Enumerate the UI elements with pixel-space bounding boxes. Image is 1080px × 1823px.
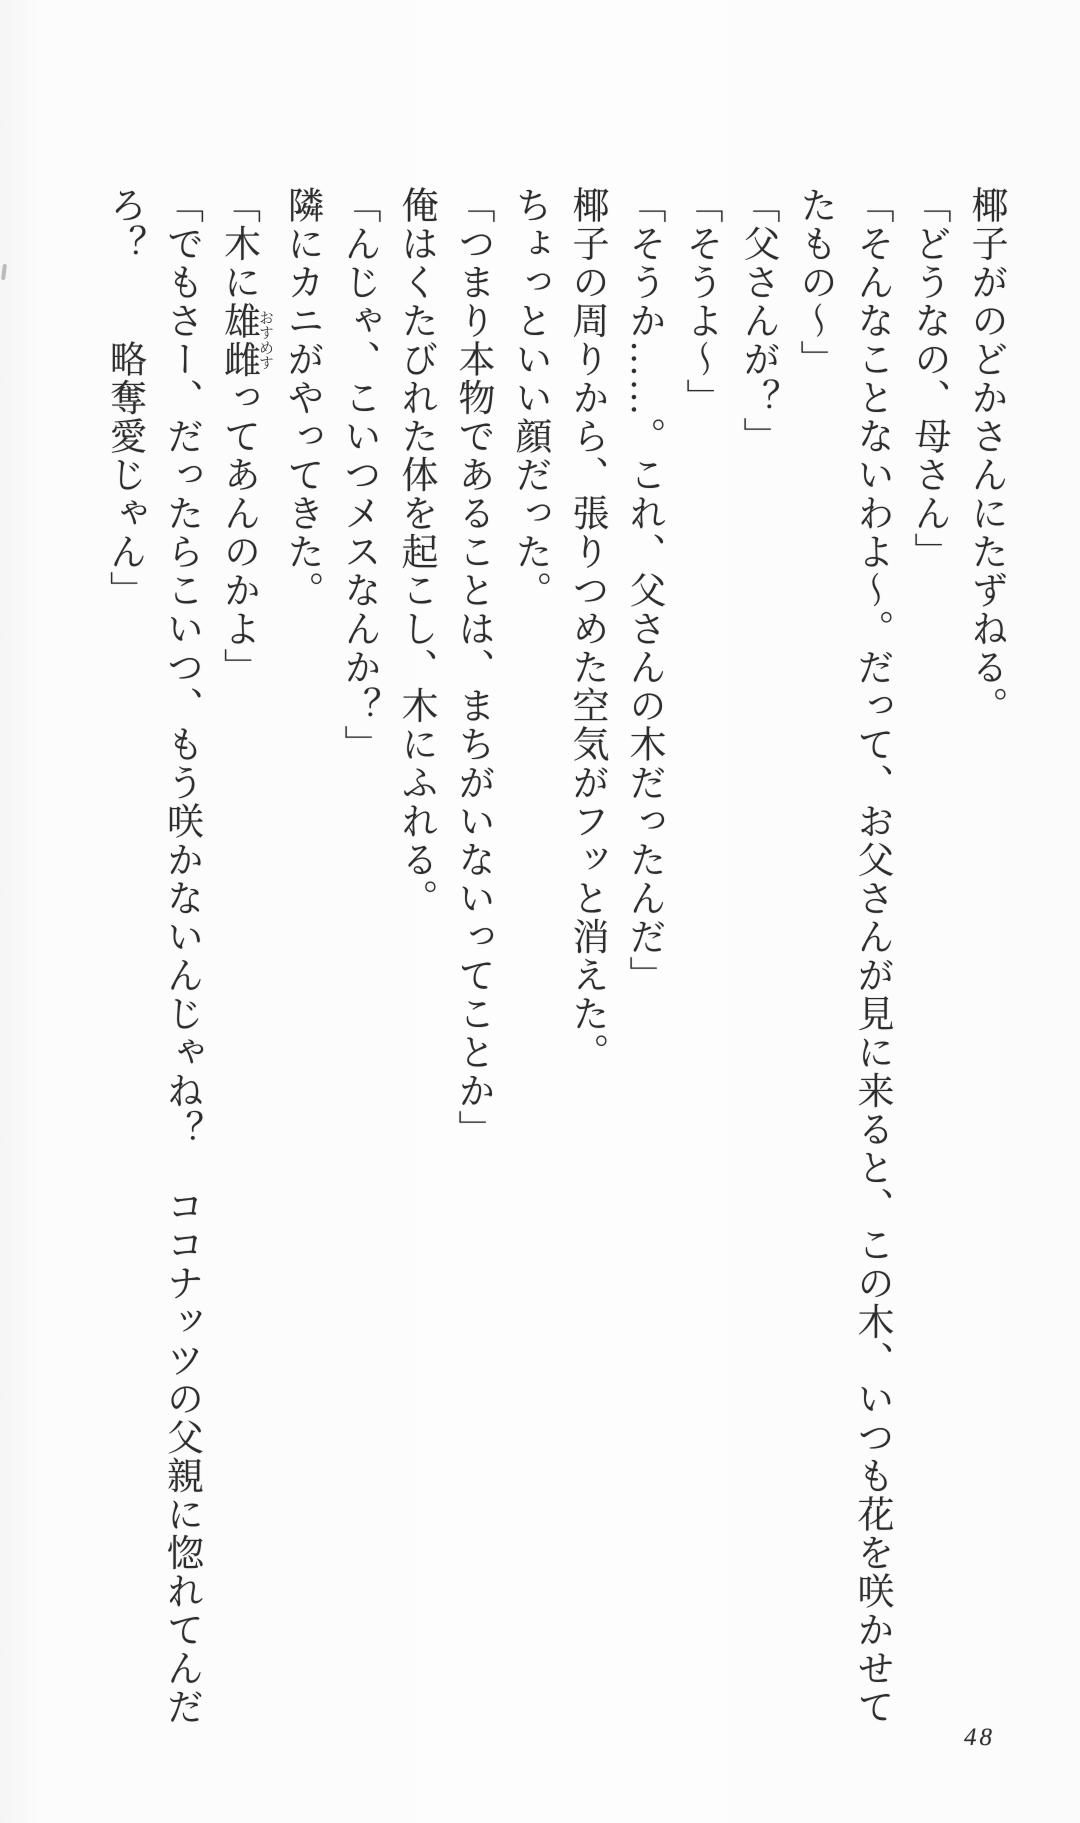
text-line: ろ？ 略奪愛じゃん」 [103, 186, 145, 610]
text-line: 「つまり本物であることは、まちがいないってことか」 [452, 186, 493, 1149]
text-line: 椰子がのどかさんにたずねる。 [965, 186, 1006, 725]
text-line: たもの〜」 [794, 186, 835, 379]
text-line: 「んじゃ、こいつメスなんか？」 [338, 186, 379, 764]
furigana-ruby: 雄雌おすめす [217, 301, 273, 379]
text-line: ちょっといい顔だった。 [509, 186, 550, 610]
body-text [96, 186, 1015, 1726]
text-line: 隣にカニがやってきた。 [281, 186, 322, 610]
text-line: 椰子の周りから、張りつめた空気がフッと消えた。 [566, 186, 607, 1072]
text-line: 俺はくたびれた体を起こし、木にふれる。 [395, 186, 436, 918]
page-number: 48 [964, 1724, 995, 1751]
text-line: 「そうよ〜」 [680, 186, 721, 417]
furigana-text: おすめす [257, 301, 273, 379]
text-line: 「でもさー、だったらこいつ、もう咲かないんじゃね？ ココナッツの父親に惚れてんだ [160, 186, 202, 1726]
text-line: 「そんなことないわよ〜。だって、お父さんが見に来ると、この木、いつも花を咲かせて [851, 186, 892, 1726]
text-line: 「そうか……。これ、父さんの木だったんだ」 [623, 186, 664, 995]
text-line: 「父さんが？」 [737, 186, 778, 456]
text-line: 「どうなの、母さん」 [908, 186, 949, 571]
text-line: 「木に雄雌おすめすってあんのかよ」 [217, 186, 273, 687]
scan-artifact [1, 264, 7, 280]
